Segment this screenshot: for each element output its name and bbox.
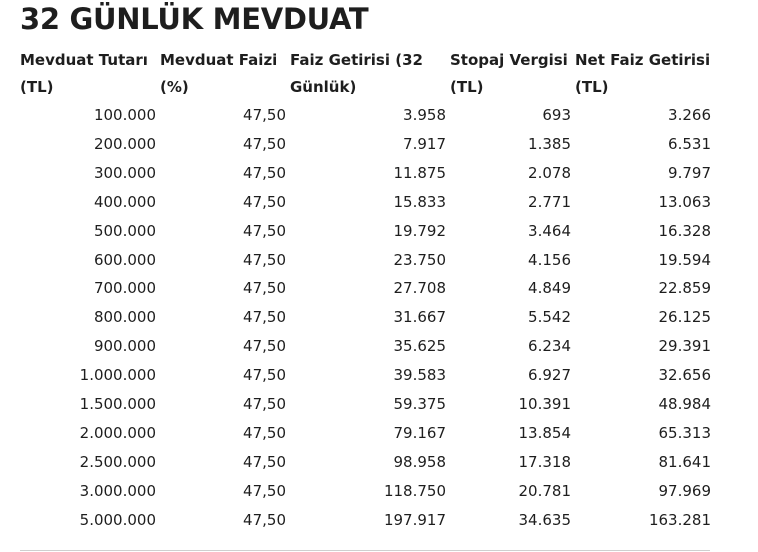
header-deposit-amount: Mevduat Tutarı (TL) <box>20 51 148 96</box>
cell-withholding-tax: 6.927 <box>528 366 571 385</box>
cell-deposit-amount: 1.000.000 <box>79 366 156 385</box>
cell-net-return: 163.281 <box>648 510 711 529</box>
cell-interest-rate: 47,50 <box>243 481 286 500</box>
cell-net-return: 22.859 <box>658 279 711 298</box>
cell-withholding-tax: 2.771 <box>528 192 571 211</box>
cell-deposit-amount: 100.000 <box>93 106 156 124</box>
cell-net-return: 32.656 <box>658 366 711 385</box>
cell-net-return: 65.313 <box>658 423 711 442</box>
cell-net-return: 19.594 <box>658 250 711 269</box>
cell-interest-rate: 47,50 <box>243 366 286 385</box>
cell-interest-return: 15.833 <box>393 192 446 211</box>
cell-interest-return: 118.750 <box>383 481 446 500</box>
cell-net-return: 16.328 <box>658 221 711 240</box>
cell-net-return: 81.641 <box>658 452 711 471</box>
cell-interest-return: 23.750 <box>393 250 446 269</box>
table-row <box>18 188 713 217</box>
table-row <box>18 361 713 390</box>
cell-withholding-tax: 4.156 <box>528 250 571 269</box>
cell-net-return: 9.797 <box>668 163 711 182</box>
table-row <box>18 448 713 477</box>
header-net-return: Net Faiz Getirisi (TL) <box>575 51 711 96</box>
cell-withholding-tax: 5.542 <box>528 308 571 327</box>
cell-deposit-amount: 200.000 <box>93 134 156 153</box>
cell-interest-return: 59.375 <box>393 395 446 414</box>
cell-interest-return: 79.167 <box>393 423 446 442</box>
cell-interest-return: 35.625 <box>393 337 446 356</box>
cell-net-return: 48.984 <box>658 395 711 414</box>
cell-interest-rate: 47,50 <box>243 510 286 529</box>
table-row <box>18 303 713 332</box>
cell-interest-return: 3.958 <box>403 106 446 124</box>
divider <box>20 550 710 551</box>
cell-net-return: 13.063 <box>658 192 711 211</box>
cell-withholding-tax: 34.635 <box>518 510 571 529</box>
table-row <box>18 419 713 448</box>
table-row <box>18 246 713 275</box>
cell-interest-rate: 47,50 <box>243 337 286 356</box>
cell-interest-return: 27.708 <box>393 279 446 298</box>
cell-deposit-amount: 300.000 <box>93 163 156 182</box>
cell-deposit-amount: 700.000 <box>93 279 156 298</box>
cell-withholding-tax: 17.318 <box>518 452 571 471</box>
table-header-row <box>18 47 713 101</box>
cell-deposit-amount: 2.000.000 <box>79 423 156 442</box>
cell-interest-rate: 47,50 <box>243 279 286 298</box>
cell-interest-rate: 47,50 <box>243 452 286 471</box>
cell-interest-rate: 47,50 <box>243 106 286 124</box>
cell-net-return: 97.969 <box>658 481 711 500</box>
table-row <box>18 159 713 188</box>
cell-interest-return: 7.917 <box>403 134 446 153</box>
table-row <box>18 390 713 419</box>
cell-deposit-amount: 900.000 <box>93 337 156 356</box>
cell-withholding-tax: 20.781 <box>518 481 571 500</box>
cell-interest-rate: 47,50 <box>243 134 286 153</box>
deposit-table <box>18 47 713 535</box>
cell-net-return: 26.125 <box>658 308 711 327</box>
cell-interest-rate: 47,50 <box>243 192 286 211</box>
cell-deposit-amount: 2.500.000 <box>79 452 156 471</box>
cell-withholding-tax: 4.849 <box>528 279 571 298</box>
cell-interest-rate: 47,50 <box>243 250 286 269</box>
cell-net-return: 6.531 <box>668 134 711 153</box>
cell-interest-rate: 47,50 <box>243 163 286 182</box>
cell-interest-rate: 47,50 <box>243 308 286 327</box>
table-row <box>18 332 713 361</box>
cell-deposit-amount: 3.000.000 <box>79 481 156 500</box>
header-interest-rate: Mevduat Faizi (%) <box>160 51 278 96</box>
cell-withholding-tax: 1.385 <box>528 134 571 153</box>
cell-withholding-tax: 6.234 <box>528 337 571 356</box>
header-withholding-tax: Stopaj Vergisi (TL) <box>450 51 568 96</box>
table-row <box>18 130 713 159</box>
cell-interest-return: 39.583 <box>393 366 446 385</box>
table-row <box>18 506 713 535</box>
table-row <box>18 217 713 246</box>
cell-interest-return: 98.958 <box>393 452 446 471</box>
cell-withholding-tax: 10.391 <box>518 395 571 414</box>
cell-interest-return: 19.792 <box>393 221 446 240</box>
cell-net-return: 3.266 <box>668 106 711 124</box>
cell-deposit-amount: 600.000 <box>93 250 156 269</box>
cell-deposit-amount: 1.500.000 <box>79 395 156 414</box>
cell-deposit-amount: 500.000 <box>93 221 156 240</box>
page-title: 32 GÜNLÜK MEVDUAT <box>20 2 369 36</box>
table-row <box>18 477 713 506</box>
table-body <box>18 101 713 535</box>
cell-interest-return: 197.917 <box>383 510 446 529</box>
cell-withholding-tax: 2.078 <box>528 163 571 182</box>
cell-net-return: 29.391 <box>658 337 711 356</box>
header-interest-return: Faiz Getirisi (32 Günlük) <box>290 51 423 96</box>
cell-deposit-amount: 5.000.000 <box>79 510 156 529</box>
cell-interest-rate: 47,50 <box>243 221 286 240</box>
cell-withholding-tax: 13.854 <box>518 423 571 442</box>
cell-withholding-tax: 3.464 <box>528 221 571 240</box>
cell-deposit-amount: 400.000 <box>93 192 156 211</box>
cell-interest-return: 11.875 <box>393 163 446 182</box>
cell-interest-rate: 47,50 <box>243 423 286 442</box>
cell-interest-return: 31.667 <box>393 308 446 327</box>
table-row <box>18 101 713 130</box>
cell-deposit-amount: 800.000 <box>93 308 156 327</box>
cell-interest-rate: 47,50 <box>243 395 286 414</box>
cell-withholding-tax: 693 <box>542 106 571 124</box>
table-row <box>18 274 713 303</box>
